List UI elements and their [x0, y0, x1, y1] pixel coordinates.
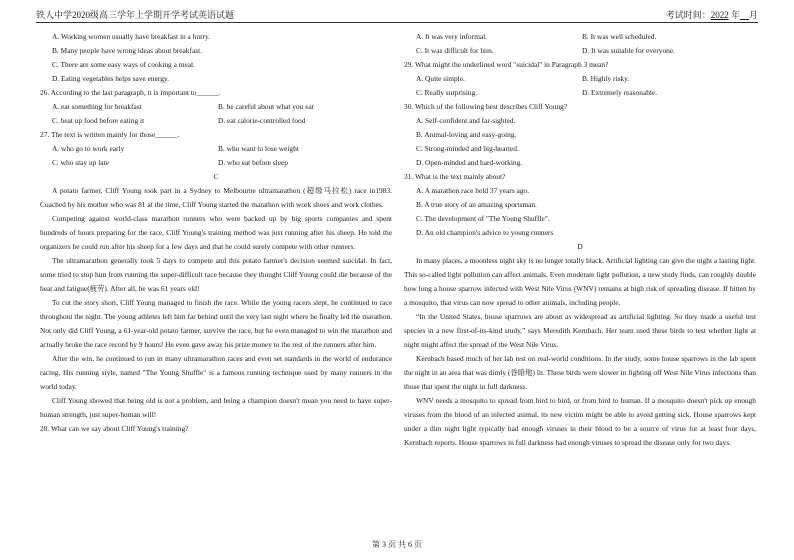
header-rule	[36, 22, 758, 23]
question-26: 26. According to the last paragraph, it is important to______.	[40, 88, 221, 97]
q31-option-a: A. A marathon race held 37 years ago.	[416, 186, 530, 195]
q25-option-b: B. Many people have wrong ideas about breakfast.	[52, 46, 203, 55]
q28-option-d: D. It was suitable for everyone.	[582, 46, 675, 55]
q25-option-a: A. Working women usually have breakfast in a hurry.	[52, 32, 211, 41]
header-month-unit: 月	[748, 10, 758, 20]
passage-c-paragraph: The ultramarathon generally took 5 days to compete and this potato farmer's decision seemed suicidal. In fact, some tried to stop him from running the super-difficult race because they thought Cliff Young could die because of the heat and fatigue(疲劳). After all, he was 61 years old!	[40, 256, 392, 293]
header-exam-time	[666, 8, 758, 21]
q26-options-row-1	[40, 100, 392, 114]
header-time-label: 考试时间：	[665, 10, 711, 20]
q26-option-c: C. heat up food before eating it	[52, 116, 145, 125]
passage-d-paragraph: In many places, a moonless night sky is no longer totally black. Artificial lighting can give the night a lasting light. This so-called light pollution can affect animals. Even moderate light pollution, a new study finds, can roughly double how long a house sparrow infected with West Nile Virus (WNV) remains at high risk of spreading disease. If bitten by a mosquito, that virus can now spread to other animals, including people.	[404, 256, 756, 307]
q29-option-a: A. Quite simple.	[416, 74, 465, 83]
question-31: 31. What is the text mainly about?	[404, 172, 506, 181]
section-d-heading: D	[577, 242, 583, 251]
q28-option-a: A. It was very informal.	[416, 32, 488, 41]
q29-option-b: B. Highly risky.	[582, 74, 630, 83]
q26-option-a: A. eat something for breakfast	[52, 102, 142, 111]
question-30: 30. Which of the following best describes Cliff Young?	[404, 102, 568, 111]
q25-option-d: D. Eating vegetables helps save energy.	[52, 74, 169, 83]
q26-options-row-2	[40, 114, 392, 128]
passage-d-paragraph: Kernbach based much of her lab test on real-world conditions. In the study, some house sparrows in the lab spent the night in an area that was dimly (昏暗地) lit. These birds were slower in fighting off West Nile Virus infections than those that spent the night in full darkness.	[404, 354, 756, 391]
q27-options-row-2	[40, 156, 392, 170]
header-year-unit: 年	[730, 10, 740, 20]
q27-option-d: D. who eat before sleep	[218, 158, 288, 167]
q29-option-d: D. Extremely reasonable.	[582, 88, 658, 97]
q29-options-row-1	[404, 72, 756, 86]
q30-option-a: A. Self-confident and far-sighted.	[416, 116, 516, 125]
q25-option-c: C. There are some easy ways of cooking a meal.	[52, 60, 195, 69]
section-c-heading: C	[213, 172, 219, 181]
question-29: 29. What might the underlined word "suicidal" in Paragraph 3 mean?	[404, 60, 609, 69]
passage-c-paragraph: Cliff Young showed that being old is not a problem, and being a champion doesn't mean you need to have super-human strength, just super-human will!	[40, 396, 392, 419]
passage-c-paragraph: Competing against world-class marathon runners who were backed up by big sports companies and spent hundreds of hours preparing for the race, Cliff Young's training method was just running after his sheep. He told the organizers he could run after his sheep for a few days and that he could surely compete with other runners.	[40, 214, 392, 251]
q28-option-c: C. It was difficult for him.	[416, 46, 494, 55]
q29-option-c: C. Really surprising.	[416, 88, 478, 97]
header-title: 铁人中学2020级高三学年上学期开学考试英语试题	[36, 10, 235, 20]
q27-option-c: C. who stay up late	[52, 158, 109, 167]
page-number: 第 3 页 共 6 页	[372, 540, 422, 549]
q31-option-c: C. The development of "The Young Shuffle".	[416, 214, 550, 223]
q26-option-d: D. eat calorie-controlled food	[218, 116, 306, 125]
header-month-blank	[740, 10, 749, 20]
header-year: 2022	[710, 10, 729, 20]
left-column	[40, 30, 392, 436]
right-column	[404, 30, 756, 450]
q28-options-row-1	[404, 30, 756, 44]
q30-option-c: C. Strong-minded and big-hearted.	[416, 144, 519, 153]
q28-option-b: B. It was well scheduled.	[582, 32, 657, 41]
passage-c-paragraph: After the win, he continued to run in many ultramarathon races and even set standards in the world of endurance racing. His running style, named "The Young Shuffle" is a famous running technique used by many runners in the world today.	[40, 354, 392, 391]
passage-c-paragraph: A potato farmer, Cliff Young took part in a Sydney to Melbourne ultramarathon (超级马拉松) race in1983. Coached by his mother who was 81 at the time, Cliff Young started the marathon with work shoes and work clothes.	[40, 186, 392, 209]
q30-option-d: D. Open-minded and hard-working.	[416, 158, 523, 167]
question-28: 28. What can we say about Cliff Young's training?	[40, 424, 189, 433]
q27-option-a: A. who go to work early	[52, 144, 125, 153]
passage-d-paragraph: “In the United States, house sparrows are about as widespread as artificial lighting. So they made a useful test species in a new first-of-its-kind study,” says Meredith Kernbach. Her team used these birds to test whether light at night might affect the spread of the West Nile Virus.	[404, 312, 756, 349]
q31-option-d: D. An old champion's advice to young runners	[416, 228, 554, 237]
q27-option-b: B. who want to lose weight	[218, 144, 299, 153]
q27-options-row-1	[40, 142, 392, 156]
passage-d-paragraph: WNV needs a mosquito to spread from bird to bird, or from bird to human. If a mosquito doesn't pick up enough viruses from the blood of an infected animal, its new victim might be able to avoid getting sick. House sparrows kept under a dim night light typically had enough viruses in their blood to be a source of virus for at least four days, Kernbach reports. House sparrows in full darkness had enough viruses to spread the disease only for two days.	[404, 396, 756, 447]
passage-c-paragraph: To cut the story short, Cliff Young managed to finish the race. While the young racers slept, he continued to race throughout the night. The young athletes left him far behind until the very last night where he finally led the marathon. Not only did Cliff Young, a 61-year-old potato farmer, survive the race, but he even managed to win the marathon and actually broke the race record by 9 hours! He even gave away his prize money to the rest of the runners after him.	[40, 298, 392, 349]
q31-option-b: B. A true story of an amazing sportsman.	[416, 200, 537, 209]
question-27: 27. The text is written mainly for those______.	[40, 130, 180, 139]
q30-option-b: B. Animal-loving and easy-going.	[416, 130, 517, 139]
q28-options-row-2	[404, 44, 756, 58]
q26-option-b: B. be careful about what you eat	[218, 102, 314, 111]
q29-options-row-2	[404, 86, 756, 100]
